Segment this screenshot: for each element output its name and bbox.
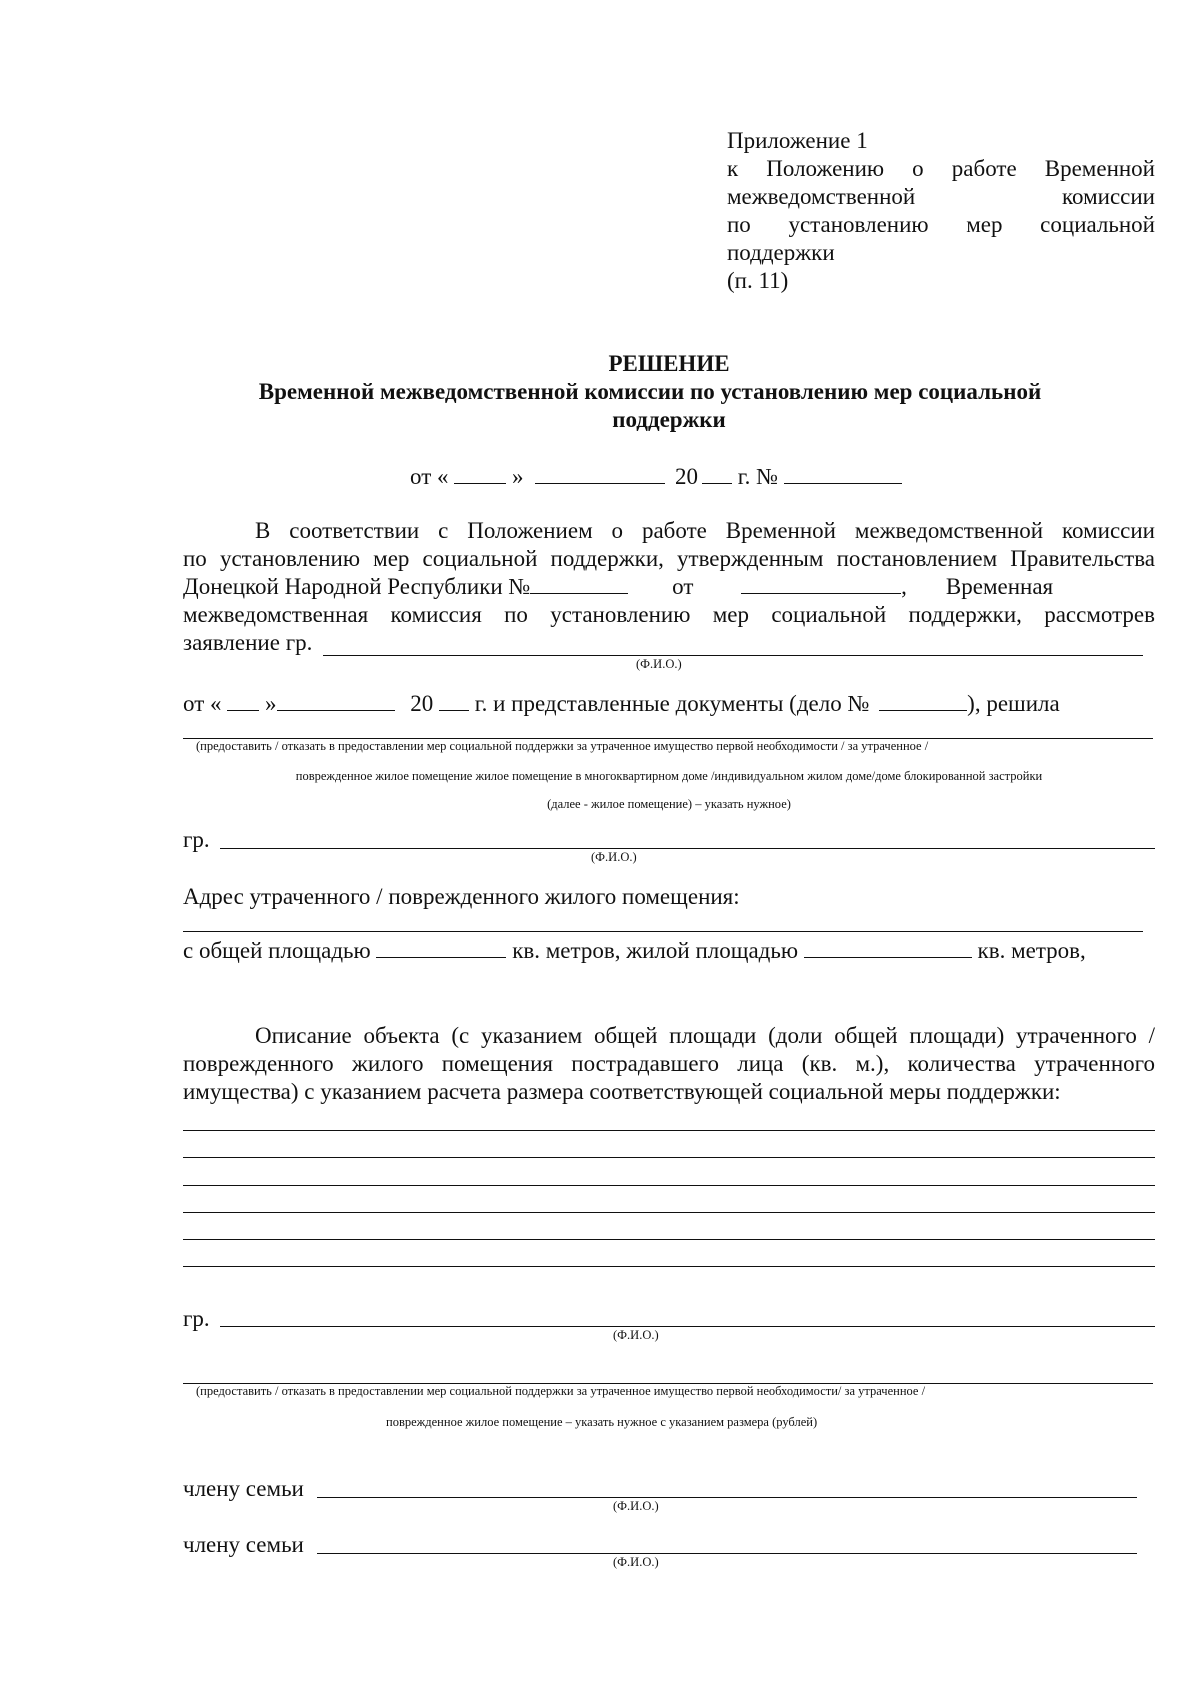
statement-decided-label: ), решила [967, 691, 1060, 716]
total-area-blank[interactable] [376, 957, 506, 958]
citizen-name-line[interactable] [220, 848, 1155, 849]
applicant-name-caption: (Ф.И.О.) [636, 657, 682, 671]
description-blank-line[interactable] [183, 1266, 1155, 1267]
statement-line [183, 690, 1060, 717]
document-subtitle-line-1: Временной межведомственной комиссии по установлению мер социальной [258, 379, 1042, 404]
date-number-label: г. № [737, 464, 779, 489]
document-subtitle-line-2: поддержки [612, 407, 726, 432]
appendix-line-2: к Положению о работе Временной [727, 156, 1155, 181]
description-line-3: имущества) с указанием расчета размера соответствующей социальной меры поддержки: [183, 1079, 1061, 1104]
resolution-number-blank[interactable] [530, 593, 628, 594]
total-area-label: с общей площадью [183, 938, 371, 963]
appendix-line-3: межведомственной комиссии [727, 184, 1155, 209]
family-member-caption-2: (Ф.И.О.) [613, 1555, 659, 1569]
intro-republic-label: Донецкой Народной Республики № [183, 574, 531, 599]
document-title: РЕШЕНИЕ [608, 351, 730, 376]
appendix-paragraph-ref: (п. 11) [727, 268, 789, 293]
intro-line-4: межведомственная комиссия по установлению мер социальной поддержки, рассмотрев [183, 602, 1155, 627]
living-area-label: кв. метров, жилой площадью [512, 938, 799, 963]
family-member-caption-1: (Ф.И.О.) [613, 1499, 659, 1513]
date-from-label: от « [410, 464, 449, 489]
area-unit-label: кв. метров, [977, 938, 1086, 963]
citizen-name-caption: (Ф.И.О.) [591, 850, 637, 864]
citizen-prefix: гр. [183, 827, 210, 852]
description-line-1: Описание объекта (с указанием общей площади (доли общей площади) утраченного / [255, 1023, 1155, 1048]
living-area-blank[interactable] [804, 957, 972, 958]
decision-note2-line-1: (предоставить / отказать в предоставлении мер социальной поддержки за утраченное имущество первой необходимости/ за утраченное / [196, 1384, 926, 1398]
statement-day-blank[interactable] [227, 710, 259, 711]
decision-note-line-1: (предоставить / отказать в предоставлении мер социальной поддержки за утраченное имущество первой необходимости / за утраченное / [196, 739, 929, 753]
description-blank-line[interactable] [183, 1157, 1155, 1158]
statement-month-blank[interactable] [277, 710, 395, 711]
intro-from-label: от [672, 574, 694, 599]
citizen-name-line-2[interactable] [220, 1326, 1155, 1327]
citizen-prefix-2: гр. [183, 1306, 210, 1331]
appendix-number: Приложение 1 [727, 128, 868, 153]
intro-commission-label: , Временная [901, 574, 1054, 599]
intro-line-1: В соответствии с Положением о работе Временной межведомственной комиссии [255, 518, 1155, 543]
decision-note2-line-2: поврежденное жилое помещение – указать нужное с указанием размера (рублей) [386, 1415, 818, 1429]
description-blank-line[interactable] [183, 1212, 1155, 1213]
applicant-name-line[interactable] [323, 655, 1143, 656]
address-label: Адрес утраченного / поврежденного жилого помещения: [183, 884, 740, 909]
case-number-blank[interactable] [879, 710, 967, 711]
date-year-prefix: 20 [675, 464, 698, 489]
date-month-blank[interactable] [535, 483, 665, 484]
description-blank-line[interactable] [183, 1130, 1155, 1131]
date-line [410, 463, 902, 490]
address-line[interactable] [183, 931, 1143, 932]
description-line-2: поврежденного жилого помещения пострадавшего лица (кв. м.), количества утраченного [183, 1051, 1155, 1076]
statement-close-quote: » [265, 691, 277, 716]
intro-line-3 [183, 573, 1155, 600]
decision-note-line-3: (далее - жилое помещение) – указать нужное) [547, 797, 791, 811]
citizen-name-caption-2: (Ф.И.О.) [613, 1328, 659, 1342]
date-day-blank[interactable] [454, 483, 506, 484]
statement-documents-label: г. и представленные документы (дело № [474, 691, 870, 716]
description-blank-line[interactable] [183, 1185, 1155, 1186]
date-number-blank[interactable] [784, 483, 902, 484]
family-member-line-2[interactable] [317, 1553, 1137, 1554]
intro-line-5: заявление гр. [183, 630, 313, 655]
statement-year-prefix: 20 [410, 691, 434, 716]
appendix-line-5: поддержки [727, 240, 835, 265]
family-member-label-2: члену семьи [183, 1532, 304, 1557]
date-year-blank[interactable] [702, 483, 732, 484]
statement-from-label: от « [183, 691, 222, 716]
description-blank-line[interactable] [183, 1239, 1155, 1240]
intro-line-2: по установлению мер социальной поддержки, утвержденным постановлением Правительства [183, 546, 1155, 571]
family-member-label-1: члену семьи [183, 1476, 304, 1501]
family-member-line-1[interactable] [317, 1497, 1137, 1498]
resolution-date-blank[interactable] [741, 593, 901, 594]
appendix-line-4: по установлению мер социальной [727, 212, 1155, 237]
area-line [183, 937, 1086, 964]
decision-note-line-2: поврежденное жилое помещение жилое помещение в многоквартирном доме /индивидуальном жилом доме/доме блокированной застройки [295, 769, 1043, 783]
date-close-quote: » [512, 464, 524, 489]
statement-year-blank[interactable] [439, 710, 469, 711]
